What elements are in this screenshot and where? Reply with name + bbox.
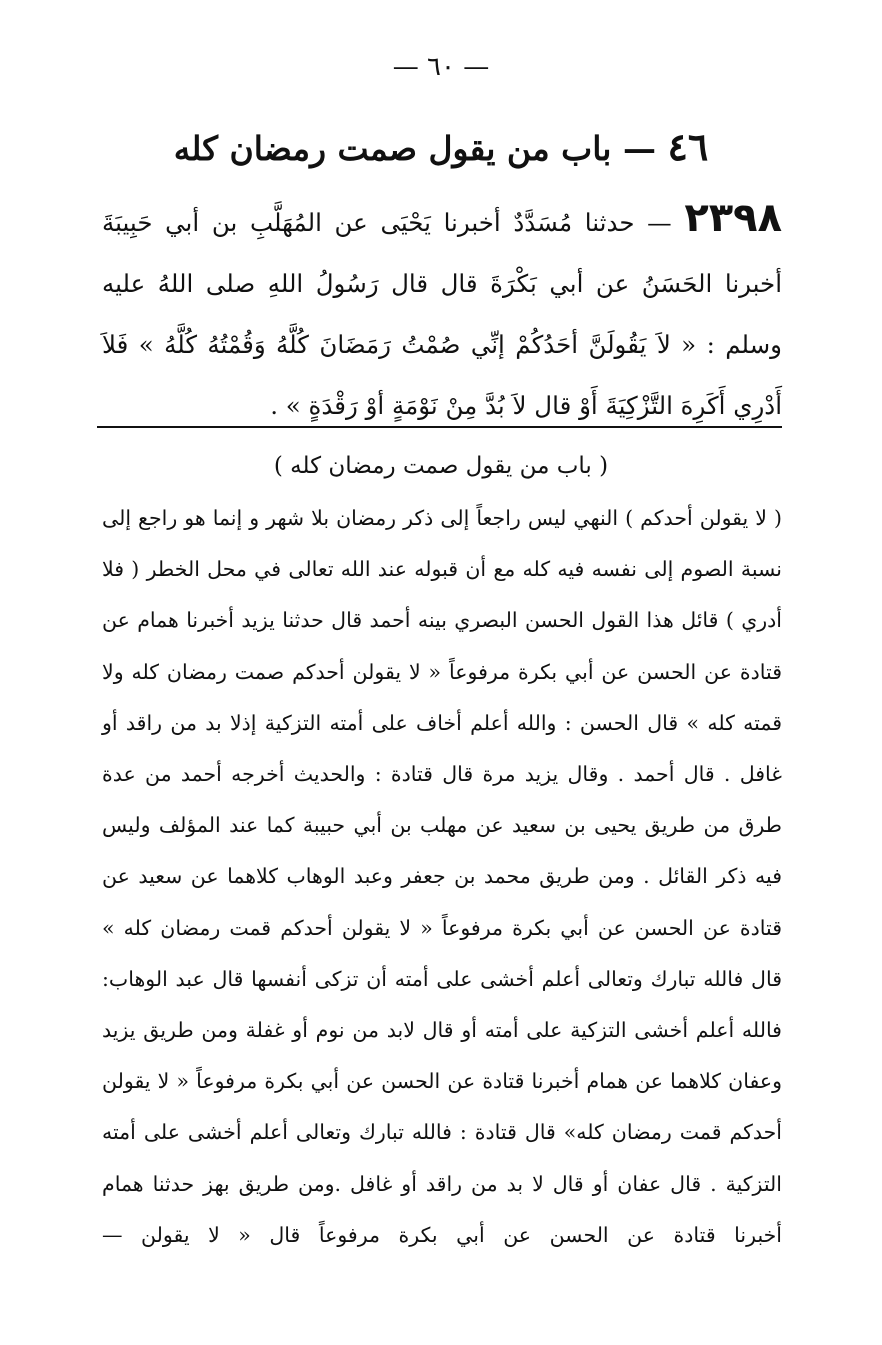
chapter-number: ٤٦ <box>667 124 709 169</box>
commentary-title: ( باب من يقول صمت رمضان كله ) <box>273 453 609 479</box>
hadith-text-block <box>102 188 782 436</box>
chapter-title: — باب من يقول صمت رمضان كله <box>173 129 656 168</box>
divider <box>97 426 782 428</box>
hadith-text: — حدثنا مُسَدَّدٌ أخبرنا يَحْيَى عن المُهَلَّبِ بن أبي حَبِيبَةَ أخبرنا الحَسَنُ عن أبي بَكْرَةَ قال قال رَسُولُ اللهِ صلى اللهُ عليه وسلم : « لاَ يَقُولَنَّ أحَدُكُمْ إنِّي صُمْتُ رَمَضَانَ كُلَّهُ وَقُمْتُهُ كُلَّهُ » فَلاَ أَدْرِي أَكَرِهَ التَّزْكِيَةَ أَوْ قال لاَ بُدَّ مِنْ نَوْمَةٍ أوْ رَقْدَةٍ » . <box>102 208 782 420</box>
commentary-text: ( لا يقولن أحدكم ) النهي ليس راجعاً إلى ذكر رمضان بلا شهر و إنما هو راجع إلى نسبة الصوم إلى نفسه فيه كله مع أن قبوله عند الله تعالى في محل الخطر ( فلا أدري ) قائل هذا القول الحسن البصري بينه أحمد قال حدثنا يزيد أخبرنا همام عن قتادة عن الحسن عن أبي بكرة مرفوعاً « لا يقولن أحدكم صمت رمضان كله ولا قمته كله » قال الحسن : والله أعلم أخاف على أمته التزكية إذلا بد من راقد أو غافل . قال أحمد . وقال يزيد مرة قال قتادة : والحديث أخرجه أحمد من عدة طرق من طريق يحيى بن سعيد عن مهلب بن أبي حبيبة كما عند المؤلف وليس فيه ذكر القائل . ومن طريق محمد بن جعفر وعبد الوهاب كلاهما عن سعيد عن قتادة عن الحسن عن أبي بكرة مرفوعاً « لا يقولن أحدكم قمت رمضان كله » قال فالله تبارك وتعالى أعلم أخشى على أمته أن تزكى أنفسها قال عبد الوهاب: فالله أعلم أخشى التزكية على أمته أو قال لابد من نوم أو غفلة ومن طريق يزيد وعفان كلاهما عن همام أخبرنا قتادة عن الحسن عن أبي بكرة مرفوعاً « لا يقولن أحدكم قمت رمضان كله» قال قتادة : فالله تبارك وتعالى أعلم أخشى على أمته التزكية . قال عفان أو قال لا بد من راقد أو غافل .ومن طريق بهز حدثنا همام أخبرنا قتادة عن الحسن عن أبي بكرة مرفوعاً قال « لا يقولن — <box>102 506 782 1247</box>
chapter-heading <box>100 125 782 171</box>
hadith-number: ٢٣٩٨ <box>684 195 782 241</box>
page-number: — ٦٠ — <box>392 52 490 82</box>
